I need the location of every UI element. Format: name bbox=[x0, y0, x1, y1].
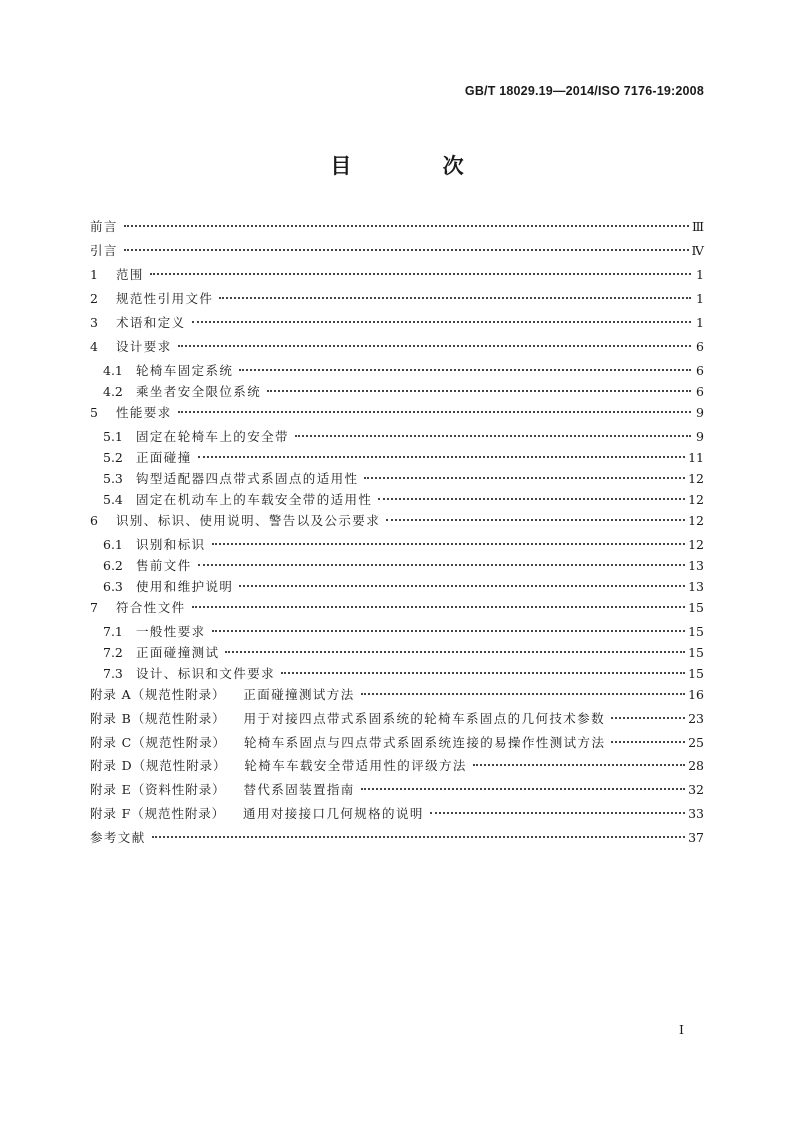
toc-label: 使用和维护说明 bbox=[136, 579, 234, 594]
toc-leader-dots bbox=[386, 507, 685, 521]
toc-label: 通用对接接口几何规格的说明 bbox=[243, 805, 424, 821]
toc-label: 设计要求 bbox=[116, 339, 172, 354]
toc-label: 性能要求 bbox=[116, 405, 172, 420]
toc-page-number: 37 bbox=[688, 829, 704, 845]
toc-entries bbox=[90, 217, 704, 685]
toc-row-references[interactable] bbox=[90, 828, 704, 852]
toc-label: 符合性文件 bbox=[116, 600, 186, 615]
toc-leader-dots bbox=[364, 465, 685, 479]
toc-label: 参考文献 bbox=[90, 829, 146, 845]
toc-section-number: 5.1 bbox=[103, 429, 123, 444]
toc-section-number: 4 bbox=[90, 339, 98, 354]
toc-section-number: 1 bbox=[90, 267, 98, 282]
toc-page-number: 9 bbox=[696, 405, 704, 420]
toc-leader-dots bbox=[361, 776, 685, 790]
toc-section-number: 6.1 bbox=[103, 537, 123, 552]
toc-leader-dots bbox=[430, 800, 685, 814]
toc-page-number: 11 bbox=[688, 450, 704, 465]
annex-id: 附录 C（规范性附录） bbox=[90, 734, 226, 750]
toc-leader-dots bbox=[219, 285, 691, 299]
toc-leader-dots bbox=[124, 237, 689, 251]
toc-page-number: 16 bbox=[688, 687, 704, 702]
annex-id: 附录 D（规范性附录） bbox=[90, 758, 227, 774]
toc-page-number: 15 bbox=[688, 645, 704, 660]
annex-id: 附录 A（规范性附录） bbox=[90, 687, 226, 702]
toc-label: 设计、标识和文件要求 bbox=[136, 666, 276, 681]
toc-label: 轮椅车车载安全带适用性的评级方法 bbox=[244, 758, 467, 774]
toc-label: 钩型适配器四点带式系固点的适用性 bbox=[136, 471, 359, 486]
toc-page-number: Ⅲ bbox=[691, 219, 704, 234]
toc-page-number: 6 bbox=[696, 363, 704, 378]
toc-section-number: 4.2 bbox=[103, 384, 123, 399]
annex-id: 附录 B（规范性附录） bbox=[90, 710, 226, 726]
toc-label: 识别、标识、使用说明、警告以及公示要求 bbox=[116, 513, 381, 528]
toc-label: 乘坐者安全限位系统 bbox=[136, 384, 262, 399]
standard-code: GB/T 18029.19—2014/ISO 7176-19:2008 bbox=[464, 84, 704, 98]
toc-leader-dots bbox=[198, 552, 685, 566]
toc-label: 正面碰撞 bbox=[136, 450, 192, 465]
toc-page-number: 12 bbox=[688, 513, 704, 528]
toc-section-number: 6 bbox=[90, 513, 98, 528]
annex-entries bbox=[90, 685, 704, 828]
annex-id: 附录 E（资料性附录） bbox=[90, 782, 226, 798]
toc-page-number: 12 bbox=[688, 471, 704, 486]
toc-page-number: 1 bbox=[696, 267, 704, 282]
toc-section-number: 5.3 bbox=[103, 471, 123, 486]
toc-label: 前言 bbox=[90, 219, 118, 234]
toc-leader-dots bbox=[178, 399, 691, 413]
toc-leader-dots bbox=[611, 729, 685, 743]
annex-id: 附录 F（规范性附录） bbox=[90, 805, 226, 821]
toc-leader-dots bbox=[378, 486, 685, 500]
toc-leader-dots bbox=[212, 618, 686, 632]
toc-label: 轮椅车固定系统 bbox=[136, 363, 234, 378]
toc-label: 正面碰撞测试 bbox=[136, 645, 220, 660]
toc-leader-dots bbox=[192, 594, 686, 608]
toc-section-number: 5 bbox=[90, 405, 98, 420]
toc-leader-dots bbox=[225, 639, 685, 653]
toc-leader-dots bbox=[267, 378, 691, 392]
toc-label: 轮椅车系固点与四点带式系固系统连接的易操作性测试方法 bbox=[243, 734, 606, 750]
toc-page-number: 1 bbox=[696, 291, 704, 306]
toc-section-number: 4.1 bbox=[103, 363, 123, 378]
toc-label: 用于对接四点带式系固系统的轮椅车系固点的几何技术参数 bbox=[243, 710, 605, 726]
toc-section-number: 3 bbox=[90, 315, 98, 330]
toc-leader-dots bbox=[361, 681, 685, 695]
toc-label: 引言 bbox=[90, 243, 118, 258]
toc-section-number: 7.2 bbox=[103, 645, 123, 660]
page-title: 目 次 bbox=[330, 154, 506, 178]
toc-page-number: 23 bbox=[688, 710, 704, 726]
toc-page-number: 32 bbox=[688, 782, 704, 798]
toc-label: 识别和标识 bbox=[136, 537, 206, 552]
toc-label: 替代系固装置指南 bbox=[243, 782, 355, 798]
toc-page-number: 15 bbox=[688, 666, 704, 681]
toc-label: 固定在机动车上的车载安全带的适用性 bbox=[136, 492, 373, 507]
toc-page-number: 9 bbox=[696, 429, 704, 444]
toc-leader-dots bbox=[239, 573, 685, 587]
toc-page-number: 33 bbox=[688, 805, 704, 821]
toc-section-number: 6.2 bbox=[103, 558, 123, 573]
toc-section-number: 7.3 bbox=[103, 666, 123, 681]
page-number: I bbox=[679, 1022, 684, 1037]
toc-section-number: 5.4 bbox=[103, 492, 123, 507]
toc-section-number: 6.3 bbox=[103, 579, 123, 594]
toc-leader-dots bbox=[212, 531, 686, 545]
toc-page-number: 13 bbox=[688, 579, 704, 594]
toc-page-number: 13 bbox=[688, 558, 704, 573]
toc-leader-dots bbox=[281, 660, 685, 674]
toc-leader-dots bbox=[239, 357, 691, 371]
toc-leader-dots bbox=[124, 213, 689, 227]
toc-leader-dots bbox=[611, 705, 685, 719]
toc-page-number: 28 bbox=[688, 758, 704, 774]
toc-leader-dots bbox=[152, 824, 685, 838]
toc-label: 固定在轮椅车上的安全带 bbox=[136, 429, 289, 444]
toc-label: 正面碰撞测试方法 bbox=[243, 687, 355, 702]
toc-page-number: 6 bbox=[696, 384, 704, 399]
toc-label: 售前文件 bbox=[136, 558, 192, 573]
table-of-contents bbox=[90, 217, 704, 852]
toc-page-number: 1 bbox=[696, 315, 704, 330]
toc-leader-dots bbox=[178, 333, 691, 347]
toc-leader-dots bbox=[150, 261, 691, 275]
toc-section-number: 7 bbox=[90, 600, 98, 615]
toc-leader-dots bbox=[295, 423, 691, 437]
toc-leader-dots bbox=[473, 752, 685, 766]
toc-page-number: Ⅳ bbox=[691, 243, 704, 258]
toc-page-number: 12 bbox=[688, 537, 704, 552]
toc-section-number: 5.2 bbox=[103, 450, 123, 465]
toc-leader-dots bbox=[192, 309, 691, 323]
toc-label: 术语和定义 bbox=[116, 315, 186, 330]
toc-leader-dots bbox=[198, 444, 685, 458]
toc-label: 范围 bbox=[116, 267, 144, 282]
toc-section-number: 7.1 bbox=[103, 624, 123, 639]
toc-section-number: 2 bbox=[90, 291, 98, 306]
toc-page-number: 12 bbox=[688, 492, 704, 507]
toc-label: 一般性要求 bbox=[136, 624, 206, 639]
toc-label: 规范性引用文件 bbox=[116, 291, 214, 306]
toc-page-number: 6 bbox=[696, 339, 704, 354]
toc-page-number: 15 bbox=[688, 600, 704, 615]
toc-page-number: 25 bbox=[688, 734, 704, 750]
toc-page-number: 15 bbox=[688, 624, 704, 639]
